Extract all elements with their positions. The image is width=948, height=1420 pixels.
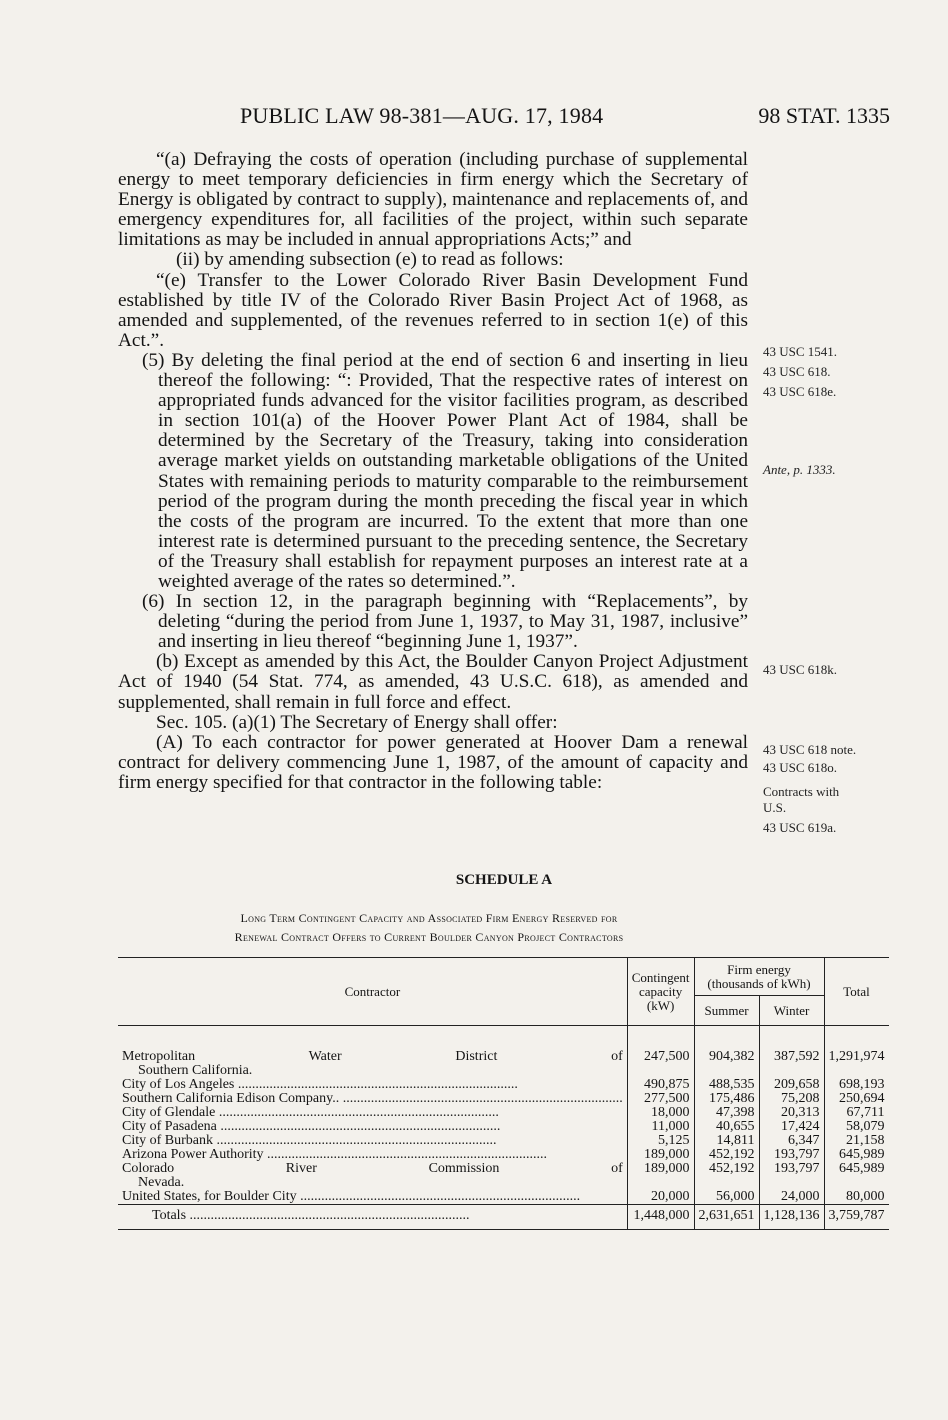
cell-total: 58,079 [824, 1120, 889, 1134]
contractor-name-line: City of Glendale ..... [122, 1106, 623, 1120]
cell-winter: 75,208 [759, 1092, 824, 1106]
cell-capacity: 20,000 [627, 1190, 694, 1205]
margin-note: 43 USC 618k. [763, 662, 838, 677]
schedule-table-body [118, 1026, 889, 1230]
table-row [118, 1162, 889, 1190]
totals-row [118, 1204, 889, 1229]
table-row [118, 1120, 889, 1134]
contractor-name [118, 1148, 627, 1162]
cell-winter: 193,797 [759, 1148, 824, 1162]
contractor-name-line: City of Burbank ..... [122, 1134, 623, 1148]
cell-winter: 17,424 [759, 1120, 824, 1134]
total-summer: 2,631,651 [694, 1204, 759, 1229]
contractor-name-line: City of Los Angeles ..... [122, 1078, 623, 1092]
contractor-name [118, 1190, 627, 1205]
cell-winter: 387,592 [759, 1050, 824, 1078]
margin-note: Ante, p. 1333. [763, 462, 836, 477]
cell-total: 1,291,974 [824, 1050, 889, 1078]
table-row [118, 1148, 889, 1162]
margin-note: 43 USC 618e. [763, 384, 837, 399]
paragraph-ii: (ii) by amending subsection (e) to read as follows: [176, 249, 564, 271]
section-105-heading: Sec. 105. (a)(1) The Secretary of Energy shall offer: [156, 711, 558, 733]
paragraph-A: (A) To each contractor for power generated at Hoover Dam a renewal contract for delivery commencing June 1, 1987, of the amount of capacity and firm energy specified for that contractor in the following table: [118, 731, 748, 793]
cell-total: 21,158 [824, 1134, 889, 1148]
cell-summer: 452,192 [694, 1148, 759, 1162]
margin-note: U.S. [763, 800, 787, 815]
col-header-contractor: Contractor [118, 958, 627, 1026]
total-total: 3,759,787 [824, 1204, 889, 1229]
contractor-name [118, 1050, 627, 1078]
contractor-name [118, 1134, 627, 1148]
contractor-name [118, 1106, 627, 1120]
table-row [118, 1134, 889, 1148]
schedule-subtitle-line: Renewal Contract Offers to Current Boulder Canyon Project Contractors [234, 930, 624, 944]
schedule-title: SCHEDULE A [455, 872, 553, 888]
cell-capacity: 277,500 [627, 1092, 694, 1106]
paragraph-a: “(a) Defraying the costs of operation (including purchase of supplemental energy to meet temporary deficiencies in firm energy which the Secretary of Energy is obligated by contract to supply), maintenance and replacements of, and emergency expenditures for, all facilities of the project, within such separate limitations as may be included in annual appropriations Acts;” and [118, 149, 748, 251]
col-header-summer: Summer [694, 996, 759, 1026]
contractor-name-line: Nevada. [138, 1174, 185, 1190]
col-header-total: Total [824, 958, 889, 1026]
cell-total: 698,193 [824, 1078, 889, 1092]
cell-total: 80,000 [824, 1190, 889, 1205]
cell-summer: 175,486 [694, 1092, 759, 1106]
schedule-subtitle [118, 909, 740, 947]
cell-winter: 24,000 [759, 1190, 824, 1205]
cell-winter: 193,797 [759, 1162, 824, 1190]
table-row [118, 1050, 889, 1078]
paragraph-b: (b) Except as amended by this Act, the Boulder Canyon Project Adjustment Act of 1940 (54 Stat. 774, as amended, 43 U.S.C. 618), as amended and supplemented, shall remain in full force and effect. [118, 651, 748, 713]
cell-winter: 6,347 [759, 1134, 824, 1148]
contractor-name-line: Metropolitan Water District of [122, 1048, 623, 1064]
margin-note: 43 USC 618. [763, 364, 831, 379]
contractor-name-line: Arizona Power Authority ..... [122, 1148, 623, 1162]
contractor-name-line: Southern California. [138, 1062, 253, 1078]
cell-summer: 14,811 [694, 1134, 759, 1148]
contractor-name-line: Colorado River Commission of [122, 1160, 623, 1176]
page-header [240, 103, 890, 133]
cell-summer: 452,192 [694, 1162, 759, 1190]
cell-capacity: 11,000 [627, 1120, 694, 1134]
cell-total: 645,989 [824, 1162, 889, 1190]
cell-capacity: 5,125 [627, 1134, 694, 1148]
margin-note: 43 USC 619a. [763, 820, 837, 835]
margin-note: 43 USC 618o. [763, 760, 838, 775]
cell-total: 250,694 [824, 1092, 889, 1106]
cell-winter: 209,658 [759, 1078, 824, 1092]
body-text [118, 150, 748, 793]
total-capacity: 1,448,000 [627, 1204, 694, 1229]
col-header-capacity: Contingent capacity (kW) [627, 958, 694, 1026]
cell-capacity: 189,000 [627, 1162, 694, 1190]
cell-winter: 20,313 [759, 1106, 824, 1120]
paragraph-e: “(e) Transfer to the Lower Colorado River Basin Development Fund established by title IV of the Colorado River Basin Project Act of 1968, as amended and supplemented, of the revenues referred to in section 1(e) of this Act.”. [118, 269, 748, 351]
col-header-firm-energy: Firm energy (thousands of kWh) [694, 958, 824, 996]
col-header-winter: Winter [759, 996, 824, 1026]
contractor-name [118, 1078, 627, 1092]
paragraph-5: (5) By deleting the final period at the end of section 6 and inserting in lieu thereof the following: “: Provided, That the respective rates of interest on appropriated funds advanced for the visitor facilities program, as described in section 101(a) of the Hoover Power Plant Act of 1984, shall be determined by the Secretary of the Treasury, taking into consideration average market yields on outstanding marketable obligations of the United States with remaining periods to maturity comparable to the reimbursement period of the program during the month preceding the fiscal year in which the costs of the program are incurred. To the extent that more than one interest rate is determined pursuant to the preceding sentence, the Secretary of the Treasury shall establish for repayment purposes an interest rate at a weighted average of the rates so determined.”. [142, 349, 748, 592]
cell-summer: 904,382 [694, 1050, 759, 1078]
schedule-subtitle-line: Long Term Contingent Capacity and Associated Firm Energy Reserved for [240, 911, 618, 925]
cell-summer: 40,655 [694, 1120, 759, 1134]
contractor-name [118, 1092, 627, 1106]
table-row [118, 1092, 889, 1106]
cell-capacity: 189,000 [627, 1148, 694, 1162]
cell-total: 645,989 [824, 1148, 889, 1162]
margin-note: Contracts with [763, 784, 840, 799]
contractor-name-line: City of Pasadena ..... [122, 1120, 623, 1134]
totals-label-text: Totals ..... [122, 1209, 623, 1223]
schedule-table [118, 957, 889, 1230]
table-row [118, 1106, 889, 1120]
table-row [118, 1078, 889, 1092]
cell-summer: 488,535 [694, 1078, 759, 1092]
cell-summer: 47,398 [694, 1106, 759, 1120]
margin-note: 43 USC 1541. [763, 344, 838, 359]
cell-capacity: 490,875 [627, 1078, 694, 1092]
cell-total: 67,711 [824, 1106, 889, 1120]
paragraph-6: (6) In section 12, in the paragraph beginning with “Replacements”, by deleting “during the period from June 1, 1937, to May 31, 1987, inclusive” and inserting in lieu thereof “beginning June 1, 1937”. [142, 591, 748, 653]
schedule-a [118, 872, 885, 1230]
total-winter: 1,128,136 [759, 1204, 824, 1229]
page-title: PUBLIC LAW 98-381—AUG. 17, 1984 [240, 103, 604, 128]
table-row [118, 1190, 889, 1205]
margin-note: 43 USC 618 note. [763, 742, 857, 757]
statute-page-number: 98 STAT. 1335 [758, 103, 890, 128]
contractor-name-line: Southern California Edison Company.. ..... [122, 1092, 623, 1106]
contractor-name-line: United States, for Boulder City ..... [122, 1190, 623, 1204]
cell-capacity: 247,500 [627, 1050, 694, 1078]
contractor-name [118, 1120, 627, 1134]
totals-label [118, 1204, 627, 1229]
cell-summer: 56,000 [694, 1190, 759, 1205]
cell-capacity: 18,000 [627, 1106, 694, 1120]
contractor-name [118, 1162, 627, 1190]
